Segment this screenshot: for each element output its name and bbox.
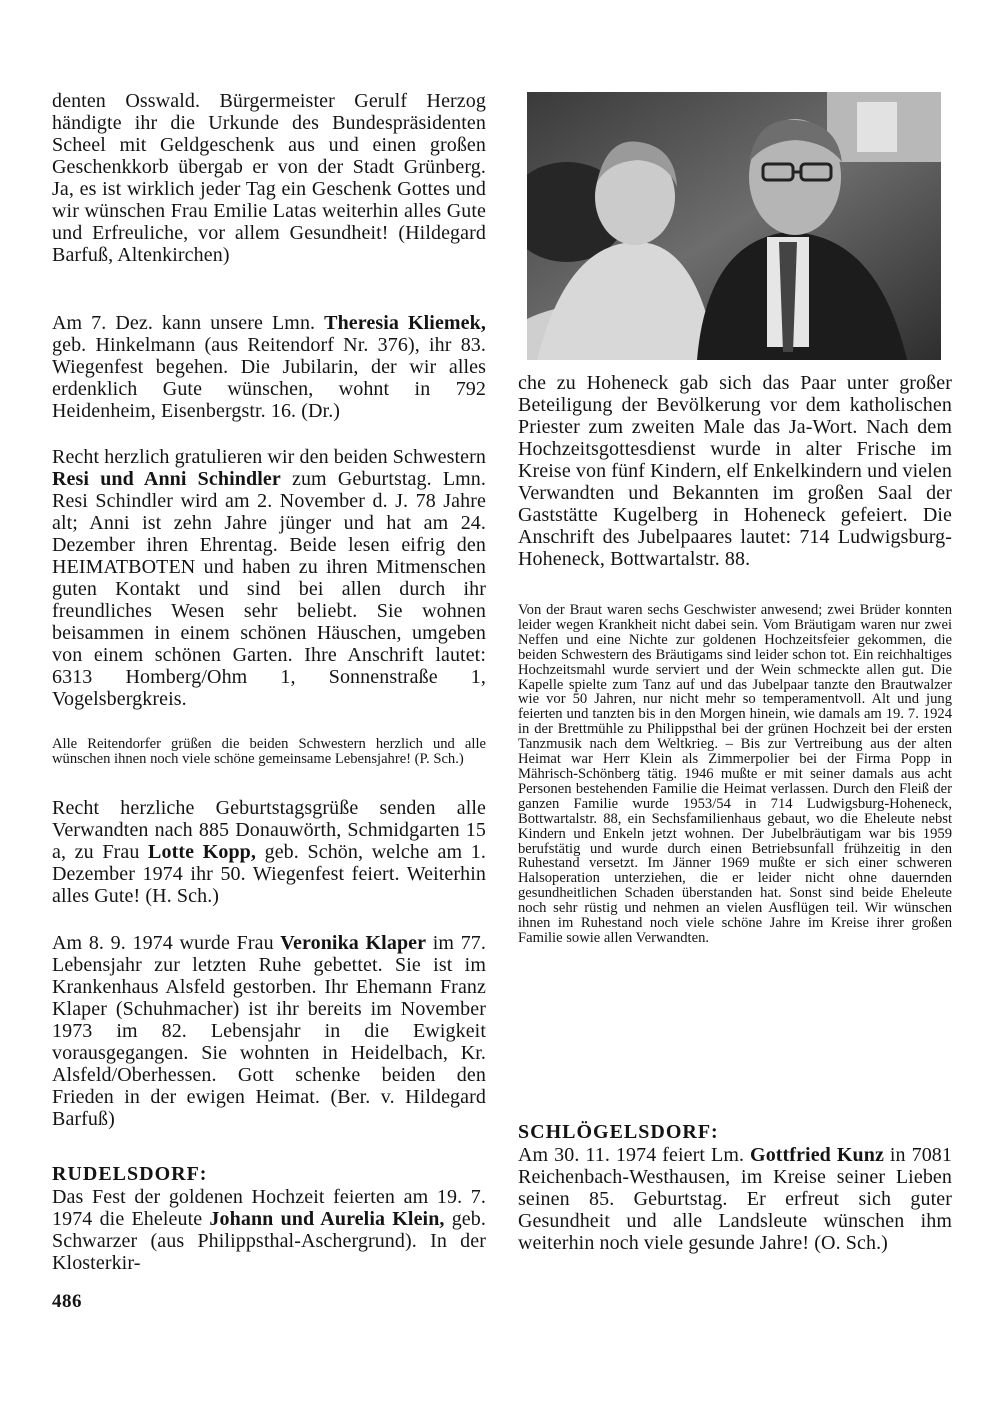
person-name: Veronika Klaper [280, 932, 427, 954]
paragraph-text: zum Geburtstag. Lmn. Resi Schindler wird am 2. November d. J. 78 Jahre alt; Anni ist zehn Jahre jünger und hat am 24. Dezember ihren Ehrentag. Beide lesen eifrig den HEIMATBOTEN und haben zu ihren Mitmenschen guten Kontakt und sind bei allen durch ihr freundliches Wesen sehr beliebt. Sie wohnen beisammen in einem schönen Häuschen, umgeben von einem schönen Garten. Ihre Anschrift lautet: 6313 Homberg/Ohm 1, Sonnenstraße 1, Vogelsbergkreis. [52, 468, 486, 710]
paragraph-text: geb. Schön, welche am 1. Dezember 1974 ihr 50. Wiegenfest feiert. Weiterhin alles Gute! (H. Sch.) [52, 841, 486, 907]
person-name: Theresia Kliemek, [324, 312, 486, 334]
paragraph-kunz [518, 1144, 952, 1254]
paragraph-text: Alle Reitendorfer grüßen die beiden Schwestern herzlich und alle wünschen ihnen noch viele schöne gemeinsame Lebensjahre! (P. Sch.) [52, 736, 486, 767]
paragraph-latas-birthday [52, 90, 486, 266]
paragraph-text: Das Fest der goldenen Hochzeit feierten am 19. 7. 1974 die Eheleute [52, 1186, 486, 1230]
paragraph-text: denten Osswald. Bürgermeister Gerulf Herzog händigte ihr die Urkunde des Bundespräsidenten Scheel mit Geldgeschenk aus und einen großen Geschenkkorb übergab er von der Stadt Grünberg. Ja, es ist wirklich jeder Tag ein Geschenk Gottes und wir wünschen Frau Emilie Latas weiterhin alles Gute und Erfreuliche, vor allem Gesundheit! (Hildegard Barfuß, Altenkirchen) [52, 90, 486, 266]
couple-photo [527, 92, 941, 360]
paragraph-text: geb. Hinkelmann (aus Reitendorf Nr. 376), ihr 83. Wiegenfest begehen. Die Jubilarin, der wir alles erdenklich Gute wünschen, wohnt in 792 Heidenheim, Eisenbergstr. 16. (Dr.) [52, 334, 486, 422]
paragraph-text: Am 8. 9. 1974 wurde Frau [52, 932, 281, 954]
person-name: Resi und Anni Schindler [52, 468, 281, 490]
small-note-klein [518, 603, 952, 946]
paragraph-text: Recht herzlich gratulieren wir den beiden Schwestern [52, 446, 486, 468]
paragraph-schindler [52, 446, 486, 710]
paragraph-text: che zu Hoheneck gab sich das Paar unter großer Beteiligung der Bevölkerung vor dem katholischen Priester zum zweiten Male das Ja-Wort. Nach dem Hochzeitsgottesdienst wurde in alter Frische im Kreise von fünf Kindern, elf Enkelkindern und vielen Verwandten und Bekannten im großen Saal der Gaststätte Kugelberg in Hoheneck gefeiert. Die Anschrift des Jubelpaares lautet: 714 Ludwigsburg-Hoheneck, Bottwartalstr. 88. [518, 372, 952, 570]
heading-rudelsdorf: RUDELSDORF: [52, 1163, 208, 1185]
person-name: Johann und Aurelia Klein, [209, 1208, 445, 1230]
person-name: Lotte Kopp, [148, 841, 256, 863]
paragraph-kopp [52, 797, 486, 907]
paragraph-text: Von der Braut waren sechs Geschwister anwesend; zwei Brüder konnten leider wegen Krankheit nicht dabei sein. Vom Bräutigam waren nur zwei Neffen und eine Nichte zur goldenen Hochzeitsfeier gekommen, die beiden Schwestern des Bräutigams sind leider schon tot. Ein reichhaltiges Hochzeitsmahl wurde serviert und der Wein schmeckte allen gut. Die Kapelle spielte zum Tanz auf und das Jubelpaar tanzte den Brautwalzer wie vor 50 Jahren, nur nicht mehr so temperamentvoll. Alt und jung feierten und tanzten bis in den Morgen hinein, wie damals am 19. 7. 1924 in der Brettmühle zu Philippsthal bei der grünen Hochzeit bei der ersten Tanzmusik nach dem Weltkrieg. – Bis zur Vertreibung aus der alten Heimat war Herr Klein als Zimmerpolier bei der Firma Popp in Mährisch-Schönberg tätig. 1946 mußte er mit seiner damals aus acht Personen bestehenden Familie die Heimat verlassen. Durch den Fleiß der ganzen Familie wurde 1953/54 in 714 Ludwigsburg-Hoheneck, Bottwartalstr. 88, ein Sechsfamilienhaus gebaut, wo die Eheleute nebst Kindern und Enkeln jetzt wohnen. Der Jubelbräutigam war bis 1959 berufstätig und wurde durch einen Betriebsunfall frühzeitig in den Ruhestand versetzt. Im Jänner 1969 mußte er sich einer schweren Halsoperation unterziehen, die er leider nicht ohne dauernden gesundheitlichen Schaden überstanden hat. Sonst sind beide Eheleute noch sehr rüstig und nehmen an vielen Ausflügen teil. Wir wünschen ihnen im Ruhestand noch viele schöne Jahre im Kreise ihrer großen Familie sowie allen Verwandten. [518, 602, 952, 946]
couple-photo-illustration [527, 92, 941, 360]
paragraph-text: Recht herzliche Geburtstagsgrüße senden alle Verwandten nach 885 Donauwörth, Schmidgarten 15 a, zu Frau [52, 797, 486, 863]
heading-schloegelsdorf: SCHLÖGELSDORF: [518, 1121, 719, 1143]
page-number: 486 [52, 1291, 82, 1312]
paragraph-text: im 77. Lebensjahr zur letzten Ruhe gebettet. Sie ist im Krankenhaus Alsfeld gestorben. Ihr Ehemann Franz Klaper (Schuhmacher) ist ihr bereits im November 1973 im 82. Lebensjahr in die Ewigkeit vorausgegangen. Sie wohnten in Heidelbach, Kr. Alsfeld/Oberhessen. Gott schenke beiden den Frieden in der ewigen Heimat. (Ber. v. Hildegard Barfuß) [52, 932, 486, 1130]
paragraph-klein [52, 1186, 486, 1274]
person-name: Gottfried Kunz [750, 1144, 884, 1166]
paragraph-text: in 7081 Reichenbach-Westhausen, im Kreise seiner Lieben seinen 85. Geburtstag. Er erfreut sich guter Gesundheit und alle Landsleute wünschen ihm weiterhin noch viele gesunde Jahre! (O. Sch.) [518, 1144, 952, 1254]
small-note-schindler [52, 737, 486, 767]
paragraph-kliemek [52, 312, 486, 422]
paragraph-klaper [52, 932, 486, 1130]
paragraph-text: Am 7. Dez. kann unsere Lmn. [52, 312, 325, 334]
paragraph-text: geb. Schwarzer (aus Philippsthal-Aschergrund). In der Klosterkir- [52, 1208, 486, 1274]
paragraph-text: Am 30. 11. 1974 feiert Lm. [518, 1144, 751, 1166]
paragraph-klein-wedding [518, 372, 952, 570]
